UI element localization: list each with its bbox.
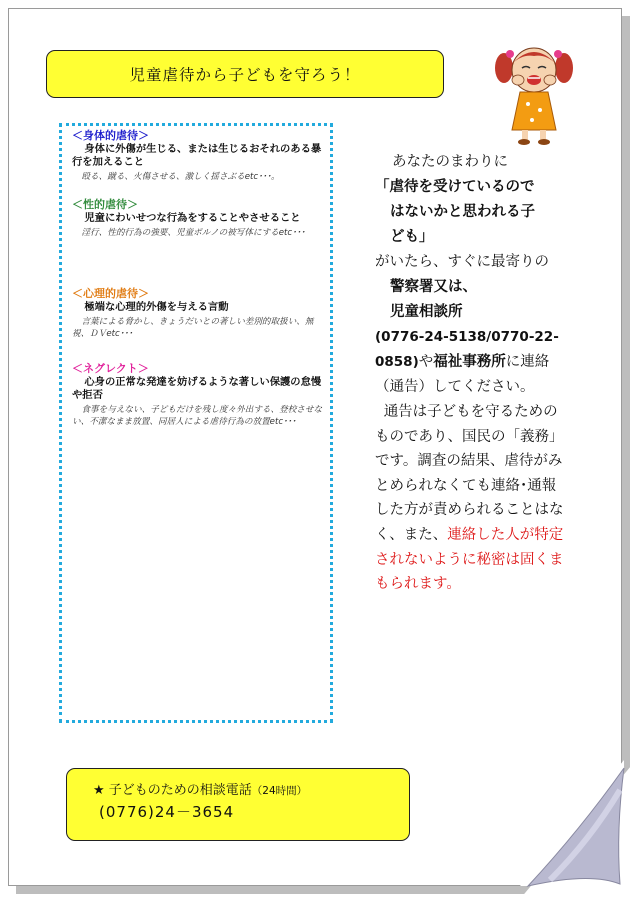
message-conjunction: や	[418, 354, 434, 370]
category-examples: 殴る、蹴る、火傷させる、激しく揺さぶるetc･･･。	[81, 172, 280, 182]
category-description: 児童にわいせつな行為をすることやさせること	[84, 212, 301, 224]
category-neglect	[72, 362, 324, 428]
message-contact-line	[375, 350, 549, 375]
category-psychological	[72, 287, 324, 340]
message-contact: に連絡	[505, 354, 550, 370]
category-sexual	[72, 198, 324, 239]
message-quote-line-3: ども」	[390, 229, 434, 245]
category-examples: 食事を与えない、子どもだけを残し度々外出する、登校させない、不潔なまま放置、同居人による虐待行為の放置etc･･･	[72, 405, 323, 427]
category-heading: ＜心理的虐待＞	[72, 287, 149, 300]
category-description: 心身の正常な発達を妨げるような著しい保護の怠慢や拒否	[72, 376, 322, 401]
abuse-categories-box	[59, 123, 333, 723]
message-secrecy-text: 連絡した人が特定されないように秘密は固くまもられます。	[375, 526, 564, 593]
hotline-label-row	[93, 779, 307, 798]
message-paragraph-2	[375, 400, 565, 597]
title-banner	[46, 50, 444, 98]
hotline-number[interactable]: (0776)24－3654	[99, 803, 235, 821]
hotline-box	[66, 768, 410, 841]
message-quote-line-1: 「虐待を受けているので	[375, 179, 535, 195]
message-org-police: 警察署又は、	[390, 279, 477, 295]
category-examples: 言葉による脅かし、きょうだいとの著しい差別的取扱い、無視、ＤＶetc･･･	[72, 317, 314, 339]
category-physical	[72, 129, 324, 183]
message-quote-line-2: はないかと思われる子	[390, 204, 535, 220]
hotline-label: ★ 子どものための相談電話	[93, 783, 252, 798]
message-duty-text: 通告は子どもを守るためのものであり、国民の「義務」です。調査の結果、虐待がみとめられなくても連絡･通報した方が責められることはなく、また、	[375, 404, 564, 543]
message-phone-numbers: (0776-24-5138/0770-22-	[375, 329, 559, 345]
hotline-hours: （24時間）	[251, 785, 308, 797]
crying-girl-illustration	[494, 38, 574, 146]
message-line-4: がいたら、すぐに最寄りの	[375, 254, 549, 270]
message-report: （通告）してください。	[375, 379, 535, 395]
message-org-child-center: 児童相談所	[390, 304, 463, 320]
message-phone-numbers-end: 0858)	[375, 354, 419, 370]
page-curl-decoration	[520, 760, 636, 899]
category-description: 身体に外傷が生じる、または生じるおそれのある暴行を加えること	[72, 143, 322, 168]
message-welfare-office: 福祉事務所	[433, 354, 506, 370]
category-examples: 淫行、性的行為の強要、児童ポルノの被写体にするetc･･･	[81, 228, 306, 238]
page-title: 児童虐待から子どもを守ろう！	[129, 66, 361, 84]
category-heading: ＜性的虐待＞	[72, 198, 138, 211]
message-intro: あなたのまわりに	[392, 154, 508, 170]
category-heading: ＜ネグレクト＞	[72, 362, 149, 375]
category-description: 極端な心理的外傷を与える言動	[84, 301, 229, 313]
category-heading: ＜身体的虐待＞	[72, 129, 149, 142]
